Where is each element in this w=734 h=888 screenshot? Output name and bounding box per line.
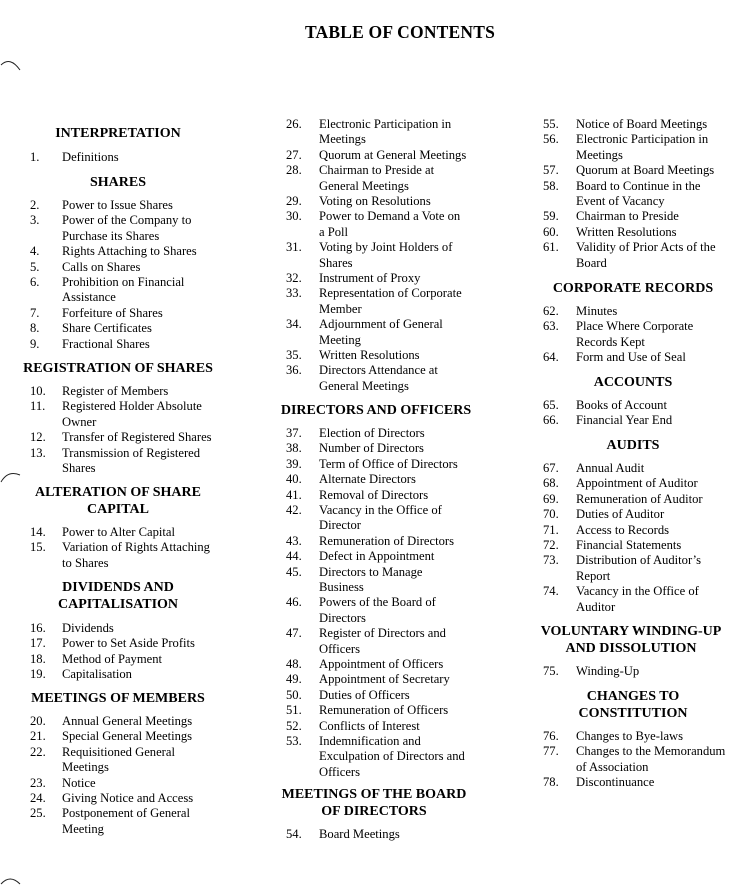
toc-entry-number: 60. (543, 224, 559, 239)
toc-entry (520, 775, 734, 790)
toc-entry-title: Duties of Officers (319, 687, 410, 702)
toc-entry-title: Board Meetings (319, 827, 400, 841)
toc-entry-title: Notice (62, 775, 96, 790)
toc-entry-title: Annual Audit (576, 461, 645, 475)
toc-entry (520, 492, 734, 507)
toc-entry-title: Instrument of Proxy (319, 271, 421, 285)
toc-entry (520, 132, 734, 163)
toc-entry-number: 9. (30, 336, 40, 351)
toc-entry (0, 399, 258, 430)
toc-entry-number: 39. (286, 456, 302, 471)
toc-entry (262, 827, 524, 842)
toc-entry (262, 595, 524, 626)
toc-entry-number: 47. (286, 626, 302, 641)
toc-entry (262, 163, 524, 194)
toc-entry (520, 163, 734, 178)
toc-entry-title: Directors Attendance at General Meetings (319, 363, 438, 393)
section-heading-alteration: ALTERATION OF SHARE CAPITAL (35, 485, 201, 517)
toc-entry-title: Adjournment of General Meeting (319, 317, 443, 347)
toc-entry-number: 3. (30, 213, 40, 228)
toc-entry (520, 584, 734, 615)
toc-entry (0, 525, 258, 540)
toc-entry-title: Power to Issue Shares (62, 198, 173, 212)
toc-entry-title: Minutes (576, 304, 618, 318)
toc-entry-number: 7. (30, 305, 40, 320)
toc-entry-title: Transfer of Registered Shares (62, 430, 212, 445)
toc-entry-title: Special General Meetings (62, 729, 193, 744)
toc-entry-number: 78. (543, 775, 559, 790)
toc-entry-title: Calls on Shares (62, 259, 141, 274)
toc-entry (520, 413, 734, 428)
toc-entry (0, 260, 258, 275)
toc-entry-title: Power of the Company to Purchase its Shares (62, 213, 192, 243)
toc-entry (0, 776, 258, 791)
toc-entry-number: 62. (543, 304, 559, 318)
toc-entry-number: 42. (286, 503, 302, 517)
toc-entry-number: 25. (30, 806, 46, 821)
toc-entry-title: Duties of Auditor (576, 507, 665, 522)
toc-entry-title: Written Resolutions (319, 348, 420, 362)
toc-entry-title: Share Certificates (62, 321, 152, 336)
toc-entry-number: 67. (543, 461, 559, 475)
toc-entry (262, 117, 524, 148)
toc-entry (0, 667, 258, 682)
toc-entry-title: Alternate Directors (319, 472, 416, 487)
toc-entry-number: 22. (30, 744, 46, 759)
toc-entry-title: Quorum at General Meetings (319, 147, 467, 162)
toc-entry-number: 52. (286, 718, 302, 733)
toc-entry-title: Annual General Meetings (62, 714, 193, 728)
toc-entry-number: 43. (286, 533, 302, 548)
toc-entry-number: 59. (543, 209, 559, 224)
toc-entry (0, 729, 258, 744)
toc-entry-title: Dividends (62, 621, 114, 635)
toc-entry (0, 244, 258, 259)
toc-entry-number: 64. (543, 350, 559, 365)
toc-entry-title: Powers of the Board of Directors (319, 595, 436, 625)
toc-entry-number: 4. (30, 244, 40, 259)
toc-entry-title: Voting on Resolutions (319, 194, 431, 208)
toc-entry (520, 538, 734, 553)
section-heading-audits: AUDITS (606, 438, 660, 453)
section-heading-winding-up: VOLUNTARY WINDING-UP AND DISSOLUTION (540, 624, 722, 656)
toc-entry-number: 44. (286, 549, 302, 564)
toc-entry (520, 398, 734, 413)
section-heading-board-meetings: MEETINGS OF THE BOARD OF DIRECTORS (281, 787, 467, 819)
toc-entry-number: 24. (30, 791, 46, 805)
toc-entry (262, 209, 524, 240)
toc-entry-title: Quorum at Board Meetings (576, 163, 715, 178)
toc-entry-number: 54. (286, 827, 302, 841)
section-heading-corporate-records: CORPORATE RECORDS (552, 281, 714, 296)
toc-entry-number: 68. (543, 476, 559, 491)
section-heading-shares: SHARES (89, 175, 147, 190)
toc-entry-number: 11. (30, 399, 46, 414)
toc-entry (0, 540, 258, 571)
toc-entry (262, 240, 524, 271)
toc-entry (0, 714, 258, 729)
toc-entry-title: Form and Use of Seal (576, 350, 686, 365)
toc-entry-number: 15. (30, 540, 46, 555)
toc-entry-number: 45. (286, 564, 302, 579)
section-heading-directors: DIRECTORS AND OFFICERS (280, 403, 472, 418)
toc-entry-number: 41. (286, 487, 302, 502)
toc-entry-title: Notice of Board Meetings (576, 117, 708, 131)
section-heading-accounts: ACCOUNTS (593, 375, 673, 390)
binder-hole-mark (0, 470, 22, 484)
toc-entry (520, 523, 734, 538)
toc-entry-number: 57. (543, 163, 559, 178)
toc-entry (0, 621, 258, 636)
toc-entry-title: Discontinuance (576, 775, 655, 790)
toc-entry-title: Power to Alter Capital (62, 525, 175, 539)
toc-entry-number: 69. (543, 491, 559, 506)
toc-entry-number: 21. (30, 729, 46, 744)
toc-entry-number: 34. (286, 317, 302, 332)
toc-entry (520, 476, 734, 491)
toc-entry-number: 76. (543, 729, 559, 743)
toc-entry-number: 70. (543, 507, 559, 522)
toc-entry-title: Rights Attaching to Shares (62, 244, 197, 259)
toc-entry-number: 53. (286, 734, 302, 748)
toc-entry (262, 348, 524, 363)
toc-entry-title: Register of Members (62, 384, 169, 398)
toc-entry-title: Directors to Manage Business (319, 564, 423, 594)
section-heading-changes: CHANGES TO CONSTITUTION (578, 689, 688, 721)
section-heading-interpretation: INTERPRETATION (55, 126, 181, 141)
toc-entry (520, 350, 734, 365)
toc-entry (0, 321, 258, 336)
toc-entry-number: 13. (30, 445, 46, 460)
section-heading-meetings-members: MEETINGS OF MEMBERS (31, 691, 205, 706)
toc-entry (0, 213, 258, 244)
toc-entry (0, 306, 258, 321)
toc-entry (520, 461, 734, 476)
toc-entry-number: 56. (543, 132, 559, 147)
toc-entry (520, 304, 734, 319)
toc-entry (520, 179, 734, 210)
toc-entry-title: Definitions (62, 150, 119, 164)
toc-entry (0, 430, 258, 445)
toc-entry-number: 49. (286, 672, 302, 687)
toc-entry-title: Register of Directors and Officers (319, 626, 446, 656)
toc-entry (0, 384, 258, 399)
toc-entry-title: Appointment of Secretary (319, 672, 450, 687)
toc-entry-number: 77. (543, 744, 559, 759)
toc-entry-number: 37. (286, 426, 302, 440)
toc-entry-title: Access to Records (576, 522, 670, 537)
toc-entry (0, 446, 258, 477)
toc-entry-number: 38. (286, 441, 302, 456)
toc-entry-number: 73. (543, 553, 559, 568)
toc-entry-number: 35. (286, 348, 302, 362)
toc-entry (0, 150, 258, 165)
toc-entry-number: 5. (30, 259, 40, 274)
toc-entry (0, 198, 258, 213)
toc-entry-title: Board to Continue in the Event of Vacancy (576, 178, 701, 208)
toc-entry-title: Giving Notice and Access (62, 791, 194, 805)
toc-entry-number: 40. (286, 472, 302, 487)
toc-entry (262, 148, 524, 163)
toc-entry-number: 31. (286, 240, 302, 255)
toc-entry-title: Changes to Bye-laws (576, 729, 684, 743)
toc-entry-title: Transmission of Registered Shares (62, 445, 201, 475)
toc-entry-number: 50. (286, 687, 302, 702)
toc-entry-title: Variation of Rights Attaching to Shares (62, 540, 210, 570)
toc-entry-number: 32. (286, 271, 302, 285)
toc-entry-number: 16. (30, 621, 46, 635)
toc-entry-title: Defect in Appointment (319, 549, 435, 564)
toc-entry-title: Appointment of Auditor (576, 476, 698, 491)
toc-entry (520, 664, 734, 679)
toc-entry-title: Power to Set Aside Profits (62, 636, 195, 651)
toc-entry-title: Chairman to Preside (576, 209, 679, 224)
toc-entry-number: 51. (286, 703, 302, 718)
toc-entry-title: Conflicts of Interest (319, 718, 420, 733)
toc-entry-title: Remuneration of Auditor (576, 491, 703, 506)
toc-entry-title: Written Resolutions (576, 224, 677, 239)
toc-entry (262, 549, 524, 564)
toc-entry-title: Election of Directors (319, 426, 425, 440)
toc-entry-number: 17. (30, 636, 46, 651)
toc-entry-number: 72. (543, 538, 559, 552)
toc-entry-number: 23. (30, 775, 46, 790)
toc-entry-title: Requisitioned General Meetings (62, 744, 175, 775)
toc-entry-number: 12. (30, 430, 46, 445)
toc-entry (520, 744, 734, 775)
toc-entry (262, 317, 524, 348)
toc-entry (520, 319, 734, 350)
toc-entry (520, 507, 734, 522)
toc-entry-number: 30. (286, 209, 302, 224)
toc-entry (520, 209, 734, 224)
toc-entry-title: Financial Statements (576, 538, 682, 552)
toc-entry-title: Financial Year End (576, 413, 673, 428)
toc-entry (262, 734, 524, 780)
toc-entry-title: Appointment of Officers (319, 657, 444, 671)
toc-entry-number: 65. (543, 398, 559, 412)
toc-entry-number: 18. (30, 651, 46, 666)
toc-entry (520, 117, 734, 132)
toc-entry-number: 8. (30, 321, 40, 336)
toc-entry-title: Removal of Directors (319, 487, 429, 502)
binder-hole-mark (0, 58, 22, 72)
toc-entry-number: 48. (286, 657, 302, 671)
toc-entry-number: 27. (286, 147, 302, 162)
toc-entry (520, 225, 734, 240)
toc-entry-title: Electronic Participation in Meetings (576, 132, 709, 162)
toc-entry-title: Prohibition on Financial Assistance (62, 275, 185, 305)
toc-entry-title: Forfeiture of Shares (62, 305, 163, 320)
toc-entry-number: 26. (286, 117, 302, 131)
page-title: TABLE OF CONTENTS (304, 22, 496, 42)
toc-entry-title: Remuneration of Directors (319, 533, 454, 548)
binder-hole-mark (0, 874, 22, 888)
toc-entry-number: 10. (30, 384, 46, 398)
toc-entry-title: Number of Directors (319, 441, 424, 456)
toc-entry-title: Distribution of Auditor’s Report (576, 553, 702, 583)
toc-entry-title: Fractional Shares (62, 336, 150, 351)
toc-entry (262, 565, 524, 596)
toc-entry-number: 71. (543, 522, 559, 537)
toc-entry (0, 806, 258, 837)
toc-entry-title: Chairman to Preside at General Meetings (319, 163, 435, 193)
toc-entry-title: Representation of Corporate Member (319, 286, 462, 316)
toc-entry-number: 33. (286, 286, 302, 301)
toc-entry-number: 29. (286, 194, 302, 208)
toc-entry-title: Voting by Joint Holders of Shares (319, 240, 453, 270)
toc-entry-title: Registered Holder Absolute Owner (62, 399, 202, 429)
toc-entry-title: Place Where Corporate Records Kept (576, 319, 694, 349)
section-heading-registration: REGISTRATION OF SHARES (23, 361, 213, 376)
toc-entry-number: 19. (30, 667, 46, 682)
toc-entry (262, 457, 524, 472)
toc-entry-title: Method of Payment (62, 651, 163, 666)
toc-entry-title: Remuneration of Officers (319, 703, 449, 718)
toc-entry-title: Validity of Prior Acts of the Board (576, 240, 716, 270)
toc-entry-number: 20. (30, 714, 46, 728)
toc-entry (520, 729, 734, 744)
toc-entry (262, 534, 524, 549)
toc-entry (0, 337, 258, 352)
toc-entry-number: 1. (30, 150, 40, 164)
toc-entry (262, 194, 524, 209)
toc-entry-number: 6. (30, 275, 40, 289)
section-heading-dividends: DIVIDENDS AND CAPITALISATION (57, 580, 179, 612)
toc-entry-number: 55. (543, 117, 559, 131)
toc-entry-title: Vacancy in the Office of Director (319, 503, 442, 533)
toc-entry-number: 74. (543, 584, 559, 599)
toc-entry-number: 36. (286, 363, 302, 378)
toc-entry-number: 66. (543, 413, 559, 428)
toc-entry-number: 28. (286, 163, 302, 178)
toc-entry (0, 636, 258, 651)
toc-entry-title: Indemnification and Exculpation of Directors and Officers (319, 734, 465, 779)
toc-entry-title: Books of Account (576, 398, 667, 412)
toc-entry-title: Power to Demand a Vote on a Poll (319, 209, 461, 239)
toc-entry-number: 63. (543, 319, 559, 334)
toc-entry (520, 553, 734, 584)
toc-entry (262, 503, 524, 534)
toc-entry (0, 745, 258, 776)
toc-entry (0, 275, 258, 306)
toc-entry-number: 46. (286, 595, 302, 610)
toc-entry (0, 791, 258, 806)
toc-entry-number: 61. (543, 240, 559, 255)
toc-entry-title: Winding-Up (576, 664, 640, 678)
toc-entry (520, 240, 734, 271)
toc-entry (262, 488, 524, 503)
toc-entry-title: Term of Office of Directors (319, 456, 458, 471)
toc-entry-number: 2. (30, 198, 40, 212)
toc-entry (262, 472, 524, 487)
toc-entry-number: 58. (543, 178, 559, 193)
toc-entry-number: 14. (30, 525, 46, 539)
toc-entry-title: Electronic Participation in Meetings (319, 117, 452, 147)
toc-entry-title: Vacancy in the Office of Auditor (576, 584, 699, 614)
toc-entry (0, 652, 258, 667)
toc-entry-title: Capitalisation (62, 667, 132, 682)
toc-entry (262, 657, 524, 672)
toc-entry-title: Postponement of General Meeting (62, 806, 191, 836)
toc-entry-number: 75. (543, 664, 559, 678)
toc-entry (262, 672, 524, 687)
toc-entry-title: Changes to the Memorandum of Association (576, 744, 726, 774)
